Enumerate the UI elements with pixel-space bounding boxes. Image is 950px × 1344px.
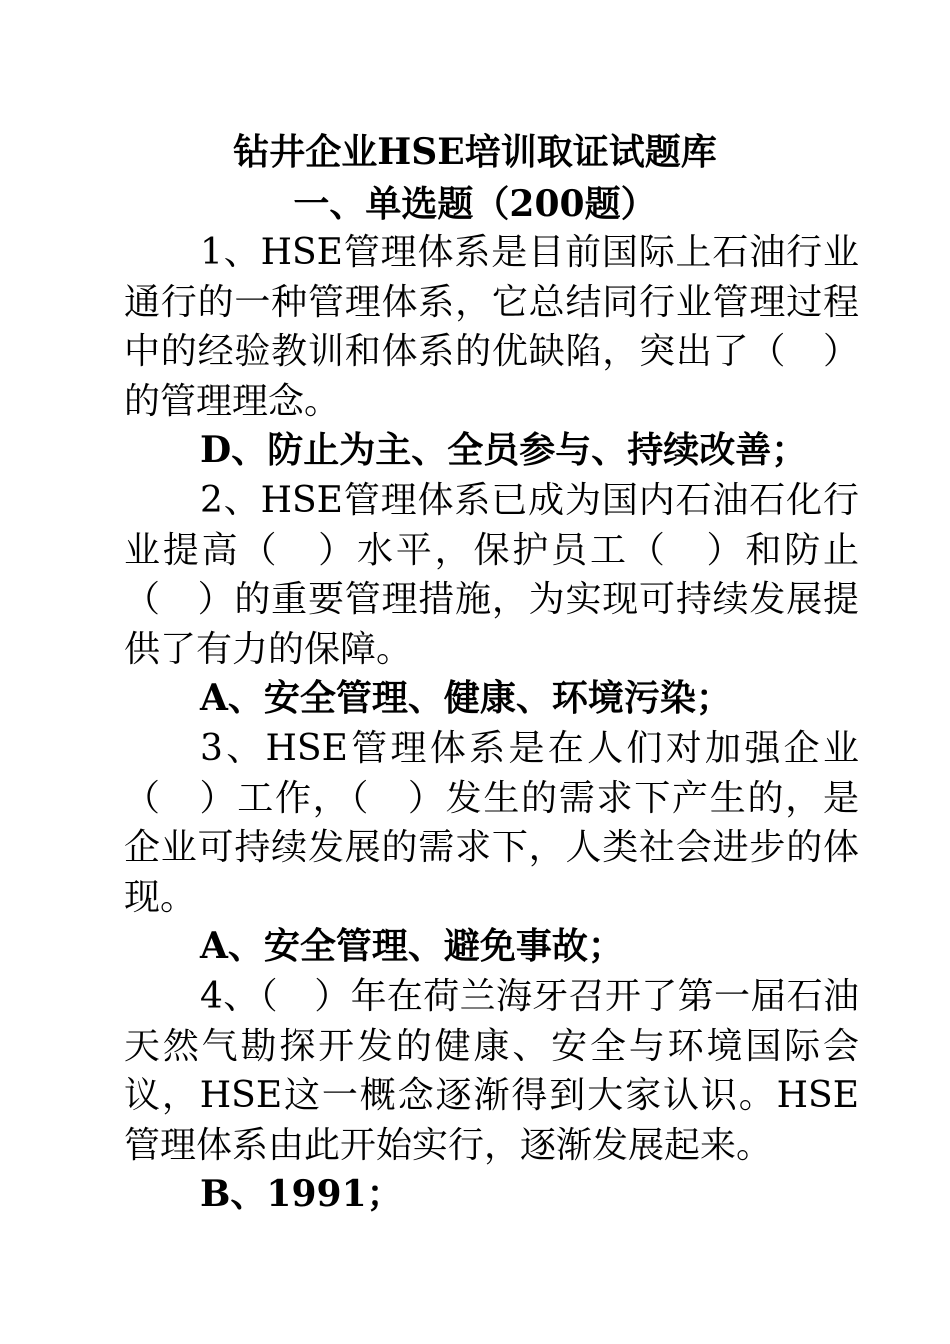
document-title: 钻井企业HSE培训取证试题库 [233, 131, 717, 173]
question-list [124, 228, 859, 1220]
question-text: 2、HSE管理体系已成为国内石油石化行业提高（ ）水平，保护员工（ ）和防止（ ）的重要管理措施，为实现可持续发展提供了有力的保障。 [124, 479, 859, 670]
question-text: 3、HSE管理体系是在人们对加强企业（ ）工作，（ ）发生的需求下产生的，是企业可持续发展的需求下，人类社会进步的体现。 [124, 727, 859, 918]
answer-text: A、安全管理、健康、环境污染； [200, 677, 732, 720]
question-text: 1、HSE管理体系是目前国际上石油行业通行的一种管理体系，它总结同行业管理过程中的经验教训和体系的优缺陷，突出了（ ）的管理理念。 [124, 232, 859, 422]
answer-text: D、防止为主、全员参与、持续改善； [200, 429, 808, 472]
question-text: 4、（ ）年在荷兰海牙召开了第一届石油天然气勘探开发的健康、安全与环境国际会议，HSE这一概念逐渐得到大家认识。HSE管理体系由此开始实行，逐渐发展起来。 [124, 975, 859, 1166]
answer-text: A、安全管理、避免事故； [200, 925, 624, 968]
section-title: 一、单选题（200题） [293, 183, 657, 225]
answer-text: B、1991； [200, 1173, 403, 1216]
